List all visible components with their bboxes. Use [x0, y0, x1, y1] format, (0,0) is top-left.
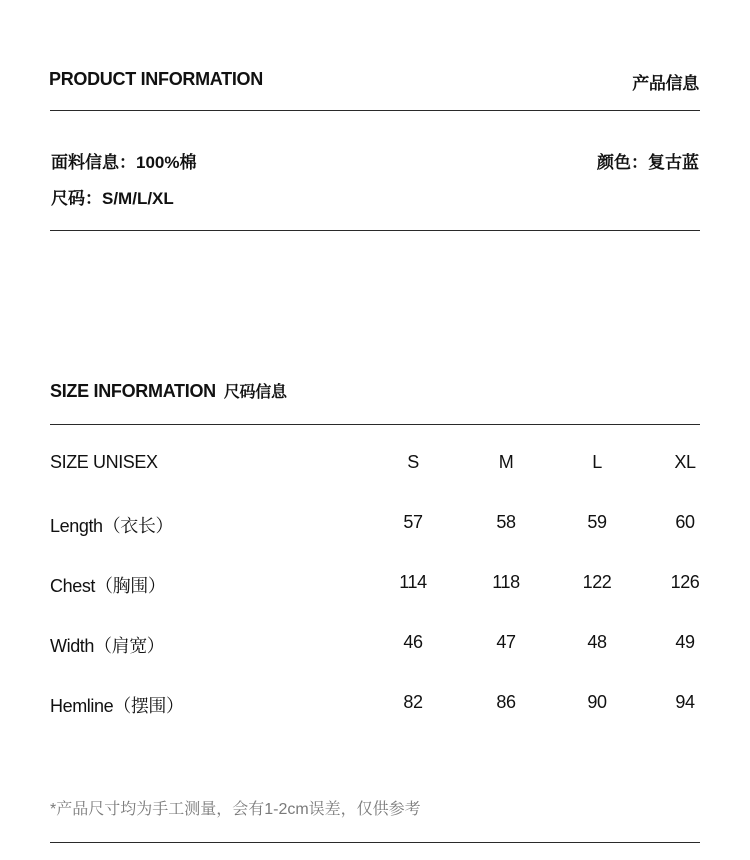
size-unisex-label: SIZE UNISEX	[50, 452, 158, 472]
product-info-title: PRODUCT INFORMATION	[49, 69, 263, 89]
col-header-xl: XL	[674, 452, 696, 472]
table-cell: 118	[492, 572, 520, 592]
product-info-title-cn: 产品信息	[632, 74, 699, 93]
size-info-title: SIZE INFORMATION	[50, 381, 216, 401]
table-cell: 57	[403, 512, 423, 532]
table-cell: 60	[675, 512, 695, 532]
table-cell: 86	[496, 692, 516, 712]
table-cell: 49	[675, 632, 695, 652]
table-cell: 47	[496, 632, 516, 652]
divider	[50, 842, 700, 843]
table-cell: 58	[496, 512, 516, 532]
fabric-info: 面料信息：100%棉	[51, 153, 197, 172]
row-label: Hemline（摆围）	[50, 696, 184, 716]
table-cell: 82	[403, 692, 423, 712]
table-row-length	[50, 512, 710, 552]
table-cell: 46	[403, 632, 423, 652]
col-header-s: S	[407, 452, 419, 472]
col-header-l: L	[592, 452, 602, 472]
size-range-info: 尺码：S/M/L/XL	[51, 189, 174, 208]
divider	[50, 230, 700, 231]
size-table-header	[50, 452, 710, 492]
size-info-heading	[50, 379, 287, 402]
size-info-title-cn: 尺码信息	[223, 384, 287, 401]
table-row-chest	[50, 572, 710, 612]
row-label: Chest（胸围）	[50, 576, 166, 596]
measurement-note: *产品尺寸均为手工测量，会有1-2cm误差，仅供参考	[50, 801, 421, 818]
table-cell: 122	[582, 572, 612, 592]
row-label: Length（衣长）	[50, 516, 174, 536]
table-row-hemline	[50, 692, 710, 732]
divider	[50, 110, 700, 111]
divider	[50, 424, 700, 425]
color-info: 颜色：复古蓝	[597, 153, 699, 172]
row-label: Width（肩宽）	[50, 636, 165, 656]
table-cell: 48	[587, 632, 607, 652]
table-cell: 94	[675, 692, 695, 712]
table-cell: 59	[587, 512, 607, 532]
col-header-m: M	[498, 452, 514, 472]
table-cell: 126	[670, 572, 700, 592]
table-cell: 90	[587, 692, 607, 712]
table-cell: 114	[399, 572, 427, 592]
table-row-width	[50, 632, 710, 672]
